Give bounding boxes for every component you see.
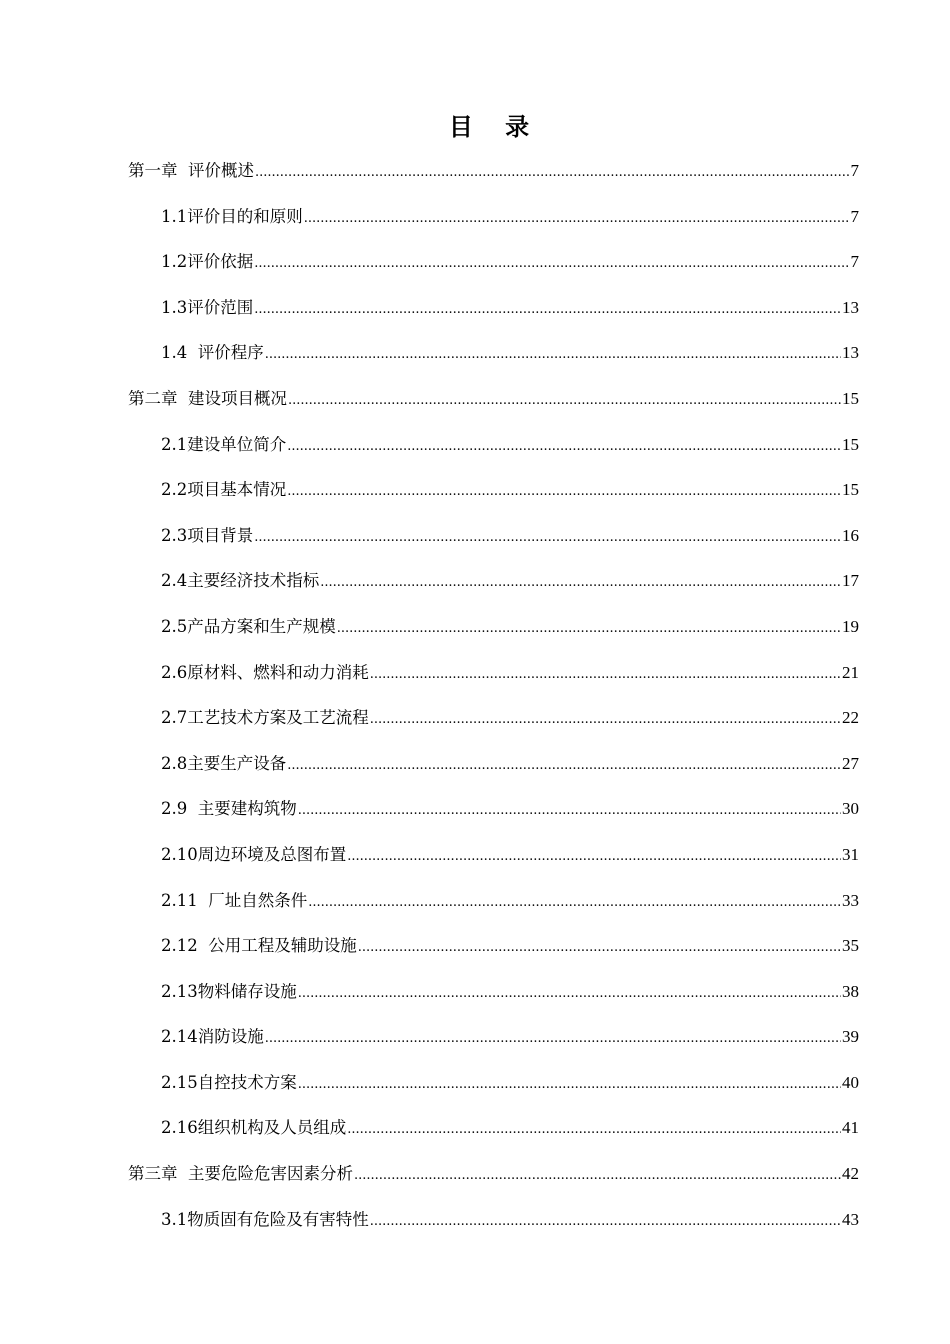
toc-entry-label: 2.13物料储存设施 bbox=[161, 981, 297, 1001]
toc-entry-label: 第一章 评价概述 bbox=[128, 161, 254, 180]
toc-dot-leader bbox=[308, 886, 841, 920]
toc-page-number: 41 bbox=[842, 1118, 859, 1138]
toc-dot-leader bbox=[347, 1113, 841, 1147]
toc-entry-2-16[interactable] bbox=[128, 1111, 859, 1157]
toc-entry-label: 第二章 建设项目概况 bbox=[128, 388, 287, 408]
toc-page-number: 22 bbox=[842, 708, 859, 728]
toc-entry-label: 1.4 评价程序 bbox=[161, 343, 264, 363]
toc-entry-label: 2.14消防设施 bbox=[161, 1027, 264, 1047]
toc-dot-leader bbox=[298, 794, 841, 828]
toc-page-number: 43 bbox=[842, 1209, 859, 1229]
toc-page-number: 15 bbox=[842, 388, 859, 408]
toc-entry-2-8[interactable] bbox=[128, 747, 859, 793]
toc-entry-label: 2.15自控技术方案 bbox=[161, 1072, 297, 1092]
toc-entry-label: 1.1评价目的和原则 bbox=[161, 206, 303, 226]
toc-page-number: 31 bbox=[842, 844, 859, 864]
toc-entry-label: 2.4主要经济技术指标 bbox=[161, 571, 320, 591]
toc-dot-leader bbox=[287, 430, 841, 464]
toc-dot-leader bbox=[370, 1205, 841, 1239]
toc-page-number: 27 bbox=[842, 753, 859, 773]
toc-entry-2-6[interactable] bbox=[128, 656, 859, 702]
toc-entry-label: 2.16组织机构及人员组成 bbox=[161, 1118, 347, 1138]
toc-entry-label: 2.3项目背景 bbox=[161, 525, 254, 545]
toc-entry-2-4[interactable] bbox=[128, 564, 859, 610]
toc-dot-leader bbox=[320, 566, 841, 600]
toc-page-number: 30 bbox=[842, 799, 859, 819]
toc-entry-chapter-3[interactable] bbox=[128, 1157, 859, 1203]
toc-dot-leader bbox=[254, 293, 841, 327]
toc-entry-1-3[interactable] bbox=[128, 291, 859, 337]
toc-page-number: 7 bbox=[850, 161, 859, 180]
toc-dot-leader bbox=[370, 703, 841, 737]
toc-entry-2-13[interactable] bbox=[128, 975, 859, 1021]
toc-dot-leader bbox=[265, 338, 841, 372]
toc-entry-chapter-1[interactable] bbox=[128, 154, 859, 200]
toc-page-number: 15 bbox=[842, 434, 859, 454]
toc-entry-2-7[interactable] bbox=[128, 701, 859, 747]
toc-entry-2-15[interactable] bbox=[128, 1066, 859, 1112]
toc-page-number: 19 bbox=[842, 616, 859, 636]
toc-entry-2-3[interactable] bbox=[128, 519, 859, 565]
toc-entry-chapter-2[interactable] bbox=[128, 382, 859, 428]
toc-entry-label: 2.1建设单位简介 bbox=[161, 434, 287, 454]
toc-entry-label: 2.8主要生产设备 bbox=[161, 753, 287, 773]
toc-page-number: 13 bbox=[842, 297, 859, 317]
toc-entry-label: 2.12 公用工程及辅助设施 bbox=[161, 936, 357, 956]
toc-entry-2-9[interactable] bbox=[128, 792, 859, 838]
toc-dot-leader bbox=[304, 202, 850, 236]
toc-page-number: 35 bbox=[842, 936, 859, 956]
toc-entry-2-12[interactable] bbox=[128, 929, 859, 975]
toc-page-number: 7 bbox=[850, 206, 859, 226]
toc-entry-2-1[interactable] bbox=[128, 428, 859, 474]
toc-title: 目 录 bbox=[448, 113, 542, 141]
toc-dot-leader bbox=[288, 384, 841, 418]
toc-entry-label: 1.2评价依据 bbox=[161, 252, 254, 272]
toc-page-number: 33 bbox=[842, 890, 859, 910]
toc-dot-leader bbox=[254, 247, 849, 281]
toc-page-number: 13 bbox=[842, 343, 859, 363]
toc-dot-leader bbox=[298, 1068, 841, 1102]
toc-entry-label: 2.5产品方案和生产规模 bbox=[161, 616, 336, 636]
toc-page-number: 17 bbox=[842, 571, 859, 591]
toc-dot-leader bbox=[255, 156, 850, 190]
toc-page-number: 38 bbox=[842, 981, 859, 1001]
toc-list bbox=[128, 154, 859, 1248]
toc-dot-leader bbox=[354, 1159, 841, 1193]
toc-page-number: 15 bbox=[842, 480, 859, 500]
toc-dot-leader bbox=[298, 977, 841, 1011]
toc-entry-1-2[interactable] bbox=[128, 245, 859, 291]
toc-dot-leader bbox=[265, 1022, 841, 1056]
toc-page-number: 40 bbox=[842, 1072, 859, 1092]
toc-entry-label: 2.10周边环境及总图布置 bbox=[161, 844, 347, 864]
toc-entry-label: 3.1物质固有危险及有害特性 bbox=[161, 1209, 369, 1229]
toc-dot-leader bbox=[287, 749, 841, 783]
toc-entry-label: 第三章 主要危险危害因素分析 bbox=[128, 1164, 353, 1184]
toc-entry-label: 1.3评价范围 bbox=[161, 297, 254, 317]
toc-dot-leader bbox=[370, 658, 841, 692]
toc-page-number: 7 bbox=[850, 252, 859, 272]
toc-entry-2-11[interactable] bbox=[128, 884, 859, 930]
toc-page-number: 42 bbox=[842, 1164, 859, 1184]
toc-entry-2-14[interactable] bbox=[128, 1020, 859, 1066]
toc-page-number: 21 bbox=[842, 662, 859, 682]
toc-entry-label: 2.9 主要建构筑物 bbox=[161, 799, 297, 819]
toc-entry-2-10[interactable] bbox=[128, 838, 859, 884]
toc-entry-label: 2.7工艺技术方案及工艺流程 bbox=[161, 708, 369, 728]
toc-entry-2-2[interactable] bbox=[128, 473, 859, 519]
toc-dot-leader bbox=[337, 612, 841, 646]
toc-entry-3-1[interactable] bbox=[128, 1203, 859, 1249]
toc-page-number: 39 bbox=[842, 1027, 859, 1047]
toc-dot-leader bbox=[347, 840, 841, 874]
toc-dot-leader bbox=[358, 931, 841, 965]
toc-entry-1-4[interactable] bbox=[128, 336, 859, 382]
toc-entry-1-1[interactable] bbox=[128, 200, 859, 246]
toc-entry-2-5[interactable] bbox=[128, 610, 859, 656]
toc-dot-leader bbox=[254, 521, 841, 555]
toc-page-number: 16 bbox=[842, 525, 859, 545]
toc-entry-label: 2.6原材料、燃料和动力消耗 bbox=[161, 662, 369, 682]
toc-entry-label: 2.11 厂址自然条件 bbox=[161, 890, 308, 910]
toc-dot-leader bbox=[287, 475, 841, 509]
toc-entry-label: 2.2项目基本情况 bbox=[161, 480, 287, 500]
